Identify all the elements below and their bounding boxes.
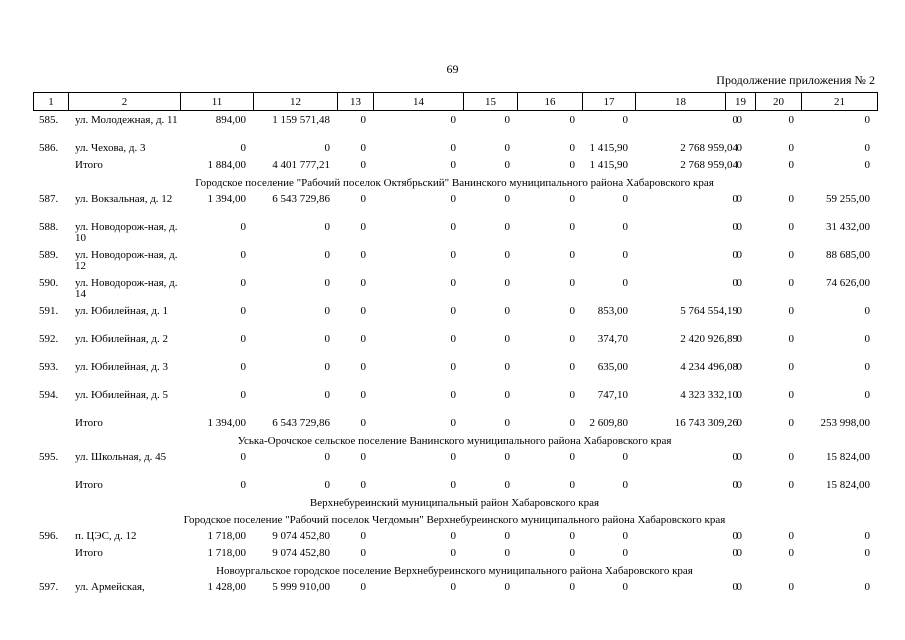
row-number: 590. (39, 277, 59, 289)
table-row (33, 330, 876, 358)
value-cell: 0 (450, 114, 456, 126)
value-cell: 0 (504, 249, 510, 261)
value-cell: 374,70 (597, 333, 628, 345)
value-cell: 0 (788, 193, 794, 205)
value-cell: 747,10 (597, 389, 628, 401)
address-cell: ул. Юбилейная, д. 5 (75, 389, 168, 401)
value-cell: 0 (450, 221, 456, 233)
value-cell: 0 (788, 547, 794, 559)
row-number: 587. (39, 193, 59, 205)
value-cell: 0 (450, 249, 456, 261)
value-cell: 0 (450, 142, 456, 154)
value-cell: 1 718,00 (207, 530, 246, 542)
value-cell: 31 432,00 (826, 221, 870, 233)
value-cell: 0 (622, 581, 628, 593)
value-cell: 88 685,00 (826, 249, 870, 261)
value-cell: 0 (569, 451, 575, 463)
value-cell: 6 543 729,86 (272, 417, 330, 429)
table-row (33, 111, 876, 139)
value-cell: 0 (788, 389, 794, 401)
value-cell: 0 (732, 530, 738, 542)
value-cell: 0 (504, 159, 510, 171)
value-cell: 853,00 (597, 305, 628, 317)
table-row (33, 274, 876, 302)
value-cell: 0 (732, 221, 738, 233)
value-cell: 894,00 (215, 114, 246, 126)
value-cell: 0 (504, 479, 510, 491)
value-cell: 0 (788, 479, 794, 491)
value-cell: 16 743 309,26 (674, 417, 738, 429)
value-cell: 0 (324, 277, 330, 289)
row-number: 588. (39, 221, 59, 233)
value-cell: 0 (736, 333, 742, 345)
value-cell: 0 (788, 159, 794, 171)
value-cell: 0 (736, 114, 742, 126)
value-cell: 0 (732, 114, 738, 126)
value-cell: 0 (450, 389, 456, 401)
section-heading-text: Городское поселение "Рабочий поселок Чегдомын" Верхнебуреинского муниципального района Хабаровского края (183, 514, 726, 526)
value-cell: 5 999 910,00 (272, 581, 330, 593)
table-row (33, 448, 876, 476)
section-heading (33, 561, 876, 578)
column-header: 19 (726, 93, 756, 111)
address-cell: ул. Школьная, д. 45 (75, 451, 167, 463)
address-cell: п. ЦЭС, д. 12 (75, 530, 137, 542)
value-cell: 1 394,00 (207, 193, 246, 205)
value-cell: 635,00 (597, 361, 628, 373)
value-cell: 0 (360, 479, 366, 491)
value-cell: 0 (788, 581, 794, 593)
value-cell: 5 764 554,19 (680, 305, 738, 317)
column-header: 2 (69, 93, 181, 111)
section-heading (33, 493, 876, 510)
column-header: 12 (254, 93, 338, 111)
value-cell: 0 (569, 530, 575, 542)
value-cell: 0 (569, 142, 575, 154)
section-heading-text: Уська-Орочское сельское поселение Ванинского муниципального района Хабаровского края (237, 435, 672, 447)
value-cell: 0 (450, 333, 456, 345)
value-cell: 0 (450, 547, 456, 559)
value-cell: 74 626,00 (826, 277, 870, 289)
value-cell: 0 (736, 581, 742, 593)
value-cell: 0 (240, 333, 246, 345)
value-cell: 0 (324, 249, 330, 261)
value-cell: 15 824,00 (826, 451, 870, 463)
value-cell: 0 (504, 417, 510, 429)
value-cell: 0 (736, 305, 742, 317)
value-cell: 0 (622, 547, 628, 559)
value-cell: 0 (504, 581, 510, 593)
value-cell: 0 (324, 361, 330, 373)
section-heading (33, 510, 876, 527)
value-cell: 0 (732, 451, 738, 463)
value-cell: 0 (450, 479, 456, 491)
value-cell: 0 (240, 389, 246, 401)
value-cell: 0 (450, 417, 456, 429)
value-cell: 0 (240, 277, 246, 289)
value-cell: 0 (622, 479, 628, 491)
value-cell: 0 (622, 277, 628, 289)
value-cell: 0 (324, 479, 330, 491)
column-header: 1 (34, 93, 69, 111)
value-cell: 4 234 496,08 (680, 361, 738, 373)
value-cell: 0 (360, 249, 366, 261)
value-cell: 1 428,00 (207, 581, 246, 593)
value-cell: 0 (736, 547, 742, 559)
value-cell: 0 (504, 193, 510, 205)
value-cell: 0 (360, 305, 366, 317)
row-number: 591. (39, 305, 59, 317)
address-cell: ул. Юбилейная, д. 3 (75, 361, 168, 373)
value-cell: 15 824,00 (826, 479, 870, 491)
value-cell: 0 (864, 547, 870, 559)
address-cell: ул. Новодорож-ная, д. 12 (75, 249, 178, 272)
value-cell: 0 (736, 361, 742, 373)
address-cell: Итого (75, 417, 103, 429)
value-cell: 0 (622, 451, 628, 463)
total-row (33, 544, 876, 561)
value-cell: 0 (732, 581, 738, 593)
value-cell: 0 (622, 249, 628, 261)
value-cell: 0 (736, 479, 742, 491)
value-cell: 0 (324, 389, 330, 401)
value-cell: 0 (450, 305, 456, 317)
address-cell: ул. Армейская, (75, 581, 145, 593)
value-cell: 2 609,80 (589, 417, 628, 429)
column-header: 20 (756, 93, 802, 111)
value-cell: 0 (569, 193, 575, 205)
value-cell: 2 768 959,04 (680, 159, 738, 171)
value-cell: 59 255,00 (826, 193, 870, 205)
value-cell: 0 (788, 417, 794, 429)
address-cell: ул. Молодежная, д. 11 (75, 114, 178, 126)
table-row (33, 527, 876, 544)
value-cell: 0 (569, 249, 575, 261)
value-cell: 9 074 452,80 (272, 530, 330, 542)
value-cell: 0 (788, 361, 794, 373)
total-row (33, 476, 876, 493)
value-cell: 0 (864, 114, 870, 126)
value-cell: 1 415,90 (589, 159, 628, 171)
value-cell: 0 (736, 159, 742, 171)
value-cell: 0 (788, 530, 794, 542)
row-number: 589. (39, 249, 59, 261)
value-cell: 0 (864, 159, 870, 171)
section-heading-text: Городское поселение "Рабочий поселок Октябрьский" Ванинского муниципального района Хабаровского края (195, 177, 714, 189)
value-cell: 0 (504, 361, 510, 373)
section-heading-text: Верхнебуреинский муниципальный район Хабаровского края (309, 497, 600, 509)
value-cell: 0 (622, 221, 628, 233)
value-cell: 0 (450, 193, 456, 205)
value-cell: 0 (360, 417, 366, 429)
row-number: 592. (39, 333, 59, 345)
value-cell: 0 (569, 389, 575, 401)
value-cell: 0 (240, 479, 246, 491)
value-cell: 0 (569, 547, 575, 559)
value-cell: 0 (788, 451, 794, 463)
value-cell: 0 (788, 249, 794, 261)
value-cell: 0 (864, 305, 870, 317)
value-cell: 0 (622, 530, 628, 542)
value-cell: 0 (240, 305, 246, 317)
value-cell: 0 (732, 249, 738, 261)
column-header: 16 (518, 93, 583, 111)
value-cell: 1 415,90 (589, 142, 628, 154)
value-cell: 0 (360, 530, 366, 542)
value-cell: 0 (324, 142, 330, 154)
value-cell: 0 (240, 249, 246, 261)
value-cell: 0 (360, 361, 366, 373)
column-header: 21 (802, 93, 878, 111)
value-cell: 0 (569, 417, 575, 429)
value-cell: 0 (864, 581, 870, 593)
value-cell: 0 (788, 142, 794, 154)
value-cell: 0 (788, 221, 794, 233)
value-cell: 0 (504, 547, 510, 559)
value-cell: 2 420 926,89 (680, 333, 738, 345)
value-cell: 0 (324, 451, 330, 463)
value-cell: 0 (569, 221, 575, 233)
total-row (33, 156, 876, 173)
table-row (33, 139, 876, 156)
value-cell: 0 (504, 333, 510, 345)
value-cell: 0 (504, 221, 510, 233)
table-row (33, 578, 876, 595)
value-cell: 1 718,00 (207, 547, 246, 559)
page-number: 69 (446, 62, 459, 76)
value-cell: 0 (360, 221, 366, 233)
address-cell: ул. Новодорож-ная, д. 10 (75, 221, 178, 244)
table-row (33, 302, 876, 330)
value-cell: 1 159 571,48 (272, 114, 330, 126)
value-cell: 0 (360, 193, 366, 205)
value-cell: 0 (324, 305, 330, 317)
value-cell: 0 (622, 114, 628, 126)
address-cell: ул. Юбилейная, д. 1 (75, 305, 168, 317)
value-cell: 0 (736, 451, 742, 463)
value-cell: 0 (240, 451, 246, 463)
address-cell: ул. Юбилейная, д. 2 (75, 333, 168, 345)
value-cell: 0 (450, 451, 456, 463)
value-cell: 0 (504, 451, 510, 463)
value-cell: 0 (736, 417, 742, 429)
value-cell: 0 (864, 142, 870, 154)
value-cell: 0 (450, 277, 456, 289)
value-cell: 0 (736, 277, 742, 289)
value-cell: 0 (622, 193, 628, 205)
value-cell: 0 (324, 333, 330, 345)
address-cell: Итого (75, 159, 103, 171)
column-header-row (34, 93, 878, 111)
value-cell: 0 (360, 581, 366, 593)
value-cell: 0 (569, 361, 575, 373)
address-cell: Итого (75, 547, 103, 559)
value-cell: 0 (736, 530, 742, 542)
value-cell: 0 (504, 305, 510, 317)
value-cell: 0 (788, 333, 794, 345)
value-cell: 0 (360, 114, 366, 126)
address-cell: ул. Новодорож-ная, д. 14 (75, 277, 178, 300)
value-cell: 0 (450, 581, 456, 593)
value-cell: 0 (569, 333, 575, 345)
value-cell: 0 (240, 361, 246, 373)
value-cell: 0 (360, 277, 366, 289)
value-cell: 0 (732, 479, 738, 491)
value-cell: 0 (360, 389, 366, 401)
value-cell: 0 (736, 193, 742, 205)
value-cell: 0 (569, 159, 575, 171)
continuation-label: Продолжение приложения № 2 (716, 73, 875, 87)
column-header: 18 (636, 93, 726, 111)
value-cell: 0 (736, 249, 742, 261)
value-cell: 2 768 959,04 (680, 142, 738, 154)
column-header: 15 (464, 93, 518, 111)
row-number: 585. (39, 114, 59, 126)
column-header-table (33, 92, 878, 111)
address-cell: ул. Вокзальная, д. 12 (75, 193, 173, 205)
column-header: 14 (374, 93, 464, 111)
address-cell: ул. Чехова, д. 3 (75, 142, 146, 154)
table-row (33, 190, 876, 218)
table-row (33, 246, 876, 274)
value-cell: 4 323 332,10 (680, 389, 738, 401)
value-cell: 0 (569, 581, 575, 593)
value-cell: 0 (864, 361, 870, 373)
value-cell: 0 (569, 479, 575, 491)
value-cell: 0 (504, 114, 510, 126)
table-row (33, 386, 876, 414)
column-header: 11 (181, 93, 254, 111)
value-cell: 0 (788, 277, 794, 289)
value-cell: 0 (736, 221, 742, 233)
value-cell: 253 998,00 (820, 417, 870, 429)
row-number: 596. (39, 530, 59, 542)
table-row (33, 218, 876, 246)
column-header: 13 (338, 93, 374, 111)
value-cell: 0 (504, 142, 510, 154)
value-cell: 0 (569, 114, 575, 126)
value-cell: 0 (788, 114, 794, 126)
row-number: 593. (39, 361, 59, 373)
value-cell: 0 (569, 277, 575, 289)
value-cell: 0 (864, 530, 870, 542)
value-cell: 0 (360, 159, 366, 171)
address-cell: Итого (75, 479, 103, 491)
value-cell: 0 (240, 142, 246, 154)
value-cell: 0 (736, 389, 742, 401)
value-cell: 0 (360, 547, 366, 559)
value-cell: 0 (240, 221, 246, 233)
row-number: 595. (39, 451, 59, 463)
value-cell: 0 (360, 333, 366, 345)
section-heading (33, 431, 876, 448)
value-cell: 4 401 777,21 (272, 159, 330, 171)
section-heading (33, 173, 876, 190)
value-cell: 9 074 452,80 (272, 547, 330, 559)
value-cell: 0 (732, 193, 738, 205)
value-cell: 0 (450, 159, 456, 171)
value-cell: 0 (450, 530, 456, 542)
value-cell: 0 (504, 389, 510, 401)
value-cell: 0 (732, 277, 738, 289)
value-cell: 0 (569, 305, 575, 317)
total-row (33, 414, 876, 431)
section-heading-text: Новоургальское городское поселение Верхнебуреинского муниципального района Хабаровского края (216, 565, 693, 577)
value-cell: 0 (864, 333, 870, 345)
value-cell: 1 394,00 (207, 417, 246, 429)
value-cell: 6 543 729,86 (272, 193, 330, 205)
value-cell: 0 (736, 142, 742, 154)
row-number: 594. (39, 389, 59, 401)
value-cell: 0 (324, 221, 330, 233)
value-cell: 1 884,00 (207, 159, 246, 171)
value-cell: 0 (360, 451, 366, 463)
value-cell: 0 (450, 361, 456, 373)
table-row (33, 358, 876, 386)
value-cell: 0 (504, 277, 510, 289)
table-body (33, 111, 876, 595)
value-cell: 0 (788, 305, 794, 317)
row-number: 597. (39, 581, 59, 593)
value-cell: 0 (504, 530, 510, 542)
value-cell: 0 (360, 142, 366, 154)
value-cell: 0 (864, 389, 870, 401)
value-cell: 0 (732, 547, 738, 559)
column-header: 17 (583, 93, 636, 111)
row-number: 586. (39, 142, 59, 154)
